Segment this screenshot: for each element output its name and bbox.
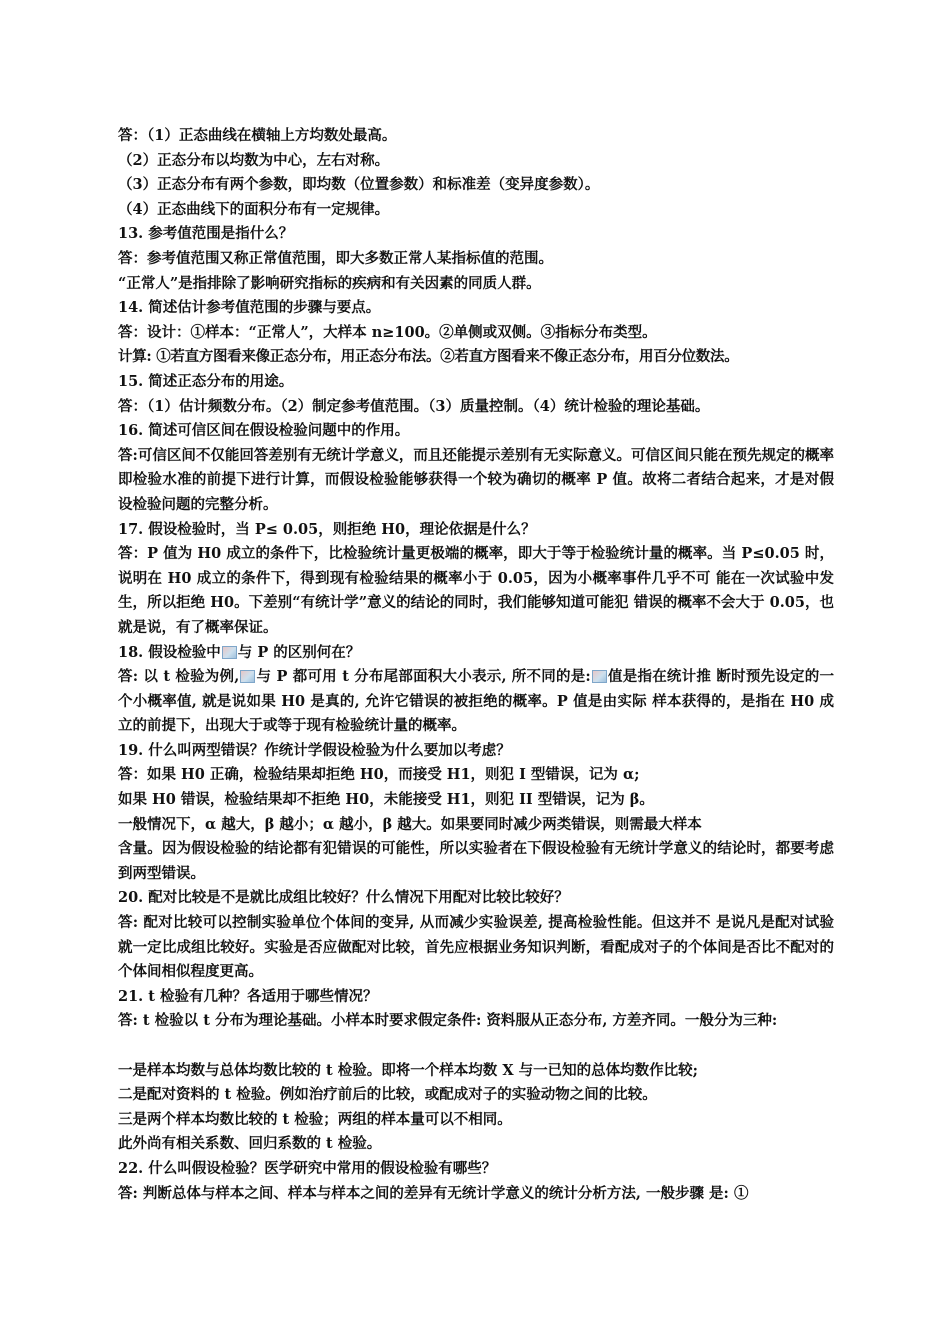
answer-line: （4）正态曲线下的面积分布有一定规律。 [118, 200, 390, 218]
question-19: 19. 什么叫两型错误？作统计学假设检验为什么要加以考虑？ [118, 741, 511, 759]
question-20: 20. 配对比较是不是就比成组比较好？什么情况下用配对比较比较好？ [118, 889, 569, 907]
question-18-text-a: 18. 假设检验中 [118, 643, 221, 661]
answer-line: 一般情况下，α 越大，β 越小；α 越小，β 越大。如果要同时减少两类错误，则需最大样本 [118, 815, 702, 833]
document-page [118, 124, 834, 1206]
alpha-image-icon [222, 646, 237, 659]
answer-18-text-c: 值是指在统计推 断时预先设定的一个小概率值, 就是说如果 H0 是真的, 允许它错误的被拒绝的概率。P 值是由实际 样本获得的，是指在 H0 成立的前提下，出现大于或等于现有检验统计量的概率。 [118, 668, 834, 735]
answer-18-text-b: 与 P 都可用 t 分布尾部面积大小表示, 所不同的是: [256, 668, 591, 686]
answer-line: 答：设计：①样本：“正常人”，大样本 n≥100。②单侧或双侧。③指标分布类型。 [118, 323, 657, 341]
question-13: 13. 参考值范围是指什么？ [118, 225, 294, 243]
answer-line: 此外尚有相关系数、回归系数的 t 检验。 [118, 1135, 382, 1153]
question-14: 14. 简述估计参考值范围的步骤与要点。 [118, 299, 381, 317]
answer-18-text-a: 答: 以 t 检验为例, [118, 668, 240, 686]
answer-line: 三是两个样本均数比较的 t 检验；两组的样本量可以不相同。 [118, 1110, 512, 1128]
question-22: 22. 什么叫假设检验？医学研究中常用的假设检验有哪些？ [118, 1160, 497, 1177]
question-18 [118, 641, 834, 666]
answer-line: 答：如果 H0 正确，检验结果却拒绝 H0，而接受 H1，则犯 I 型错误，记为 α; [118, 766, 640, 784]
answer-line: “正常人”是指排除了影响研究指标的疾病和有关因素的同质人群。 [118, 274, 541, 292]
answer-line: 如果 H0 错误，检验结果却不拒绝 H0，未能接受 H1，则犯 II 型错误，记为 β。 [118, 791, 654, 809]
question-18-text-b: 与 P 的区别何在？ [237, 643, 361, 661]
answer-line: 计算: ①若直方图看来像正态分布，用正态分布法。②若直方图看来不像正态分布，用百分位数法。 [118, 348, 739, 366]
question-15: 15. 简述正态分布的用途。 [118, 372, 294, 390]
question-21: 21. t 检验有几种？各适用于哪些情况？ [118, 987, 378, 1005]
alpha-image-icon [592, 670, 607, 683]
question-16: 16. 简述可信区间在假设检验问题中的作用。 [118, 422, 410, 440]
answer-line: （3）正态分布有两个参数，即均数（位置参数）和标准差（变异度参数）。 [118, 176, 600, 194]
answer-line: 答：参考值范围又称正常值范围，即大多数正常人某指标值的范围。 [118, 249, 553, 267]
answer-17: 答：P 值为 H0 成立的条件下，比检验统计量更极端的概率，即大于等于检验统计量的概率。当 P≤0.05 时，说明在 H0 成立的条件下，得到现有检验结果的概率小于 0.05，因为小概率事件几乎不可 能在一次试验中发生，所以拒绝 H0。下差别“有统计学”意义的结论的同时，我们能够知道可能犯 错误的概率不会大于 0.05，也就是说，有了概率保证。 [118, 545, 834, 636]
answer-20: 答: 配对比较可以控制实验单位个体间的变异, 从而减少实验误差, 提高检验性能。但这并不 是说凡是配对试验就一定比成组比较好。实验是否应做配对比较，首先应根据业务知识判断，看配成对子的个体间是否比不配对的 个体间相似程度更高。 [118, 914, 834, 981]
alpha-image-icon [240, 670, 255, 683]
answer-21-intro: 答: t 检验以 t 分布为理论基础。小样本时要求假定条件: 资料服从正态分布, 方差齐同。一般分为三种: [118, 1012, 778, 1030]
answer-line: 答：（1）估计频数分布。（2）制定参考值范围。（3）质量控制。（4）统计检验的理论基础。 [118, 397, 710, 415]
answer-line: 二是配对资料的 t 检验。例如治疗前后的比较，或配成对子的实验动物之间的比较。 [118, 1086, 657, 1104]
answer-18 [118, 665, 834, 739]
answer-16: 答:可信区间不仅能回答差别有无统计学意义，而且还能提示差别有无实际意义。可信区间只能在预先规定的概率即检验水准的前提下进行计算，而假设检验能够获得一个较为确切的概率 P 值。故将二者结合起来，才是对假设检验问题的完整分析。 [118, 446, 834, 513]
answer-line: （2）正态分布以均数为中心，左右对称。 [118, 151, 390, 169]
question-17: 17. 假设检验时，当 P≤ 0.05，则拒绝 H0，理论依据是什么？ [118, 520, 536, 538]
answer-line: 一是样本均数与总体均数比较的 t 检验。即将一个样本均数 X 与一已知的总体均数作比较; [118, 1061, 698, 1079]
answer-19-rest: 含量。因为假设检验的结论都有犯错误的可能性，所以实验者在下假设检验有无统计学意义的结论时，都要考虑到两型错误。 [118, 840, 834, 882]
answer-line: 答：（1）正态曲线在横轴上方均数处最高。 [118, 127, 397, 144]
answer-22: 答: 判断总体与样本之间、样本与样本之间的差异有无统计学意义的统计分析方法, 一般步骤 是: ① [118, 1184, 749, 1202]
